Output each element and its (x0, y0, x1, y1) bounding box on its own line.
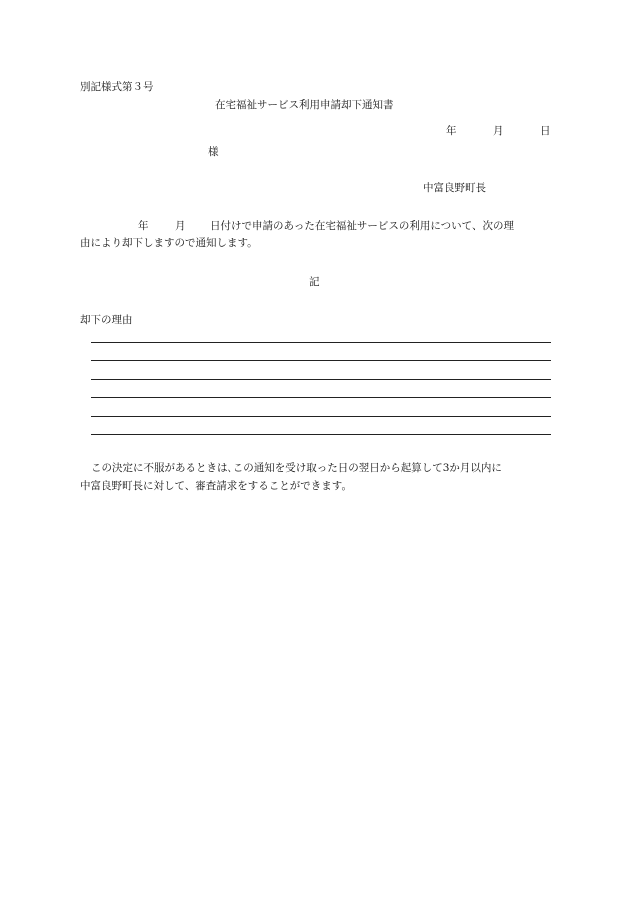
body-month-label: 月 (175, 220, 186, 232)
notice-line1: この決定に不服があるときは､この通知を受け取った日の翌日から起算して3か月以内に (91, 462, 502, 474)
addressee-suffix: 様 (208, 146, 219, 158)
reason-heading: 却下の理由 (80, 314, 133, 326)
body-year-label: 年 (138, 220, 149, 232)
issuer: 中富良野町長 (423, 182, 486, 194)
date-month-label: 月 (493, 125, 504, 137)
reason-line (91, 342, 551, 343)
reason-line (91, 397, 551, 398)
reason-line (91, 379, 551, 380)
notice-line2: 中富良野町長に対して、審査請求をすることができます。 (80, 480, 352, 492)
body-line2: 由により却下しますので通知します。 (80, 237, 258, 249)
date-year-label: 年 (446, 125, 457, 137)
reason-line (91, 434, 551, 435)
date-day-label: 日 (540, 125, 551, 137)
body-line1: 日付けで申請のあった在宅福祉サービスの利用について、次の理 (210, 220, 514, 232)
ki-heading: 記 (309, 276, 320, 288)
document-title: 在宅福祉サービス利用申請却下通知書 (215, 99, 394, 111)
reason-line (91, 416, 551, 417)
reason-line (91, 360, 551, 361)
form-number: 別記様式第３号 (80, 81, 154, 93)
